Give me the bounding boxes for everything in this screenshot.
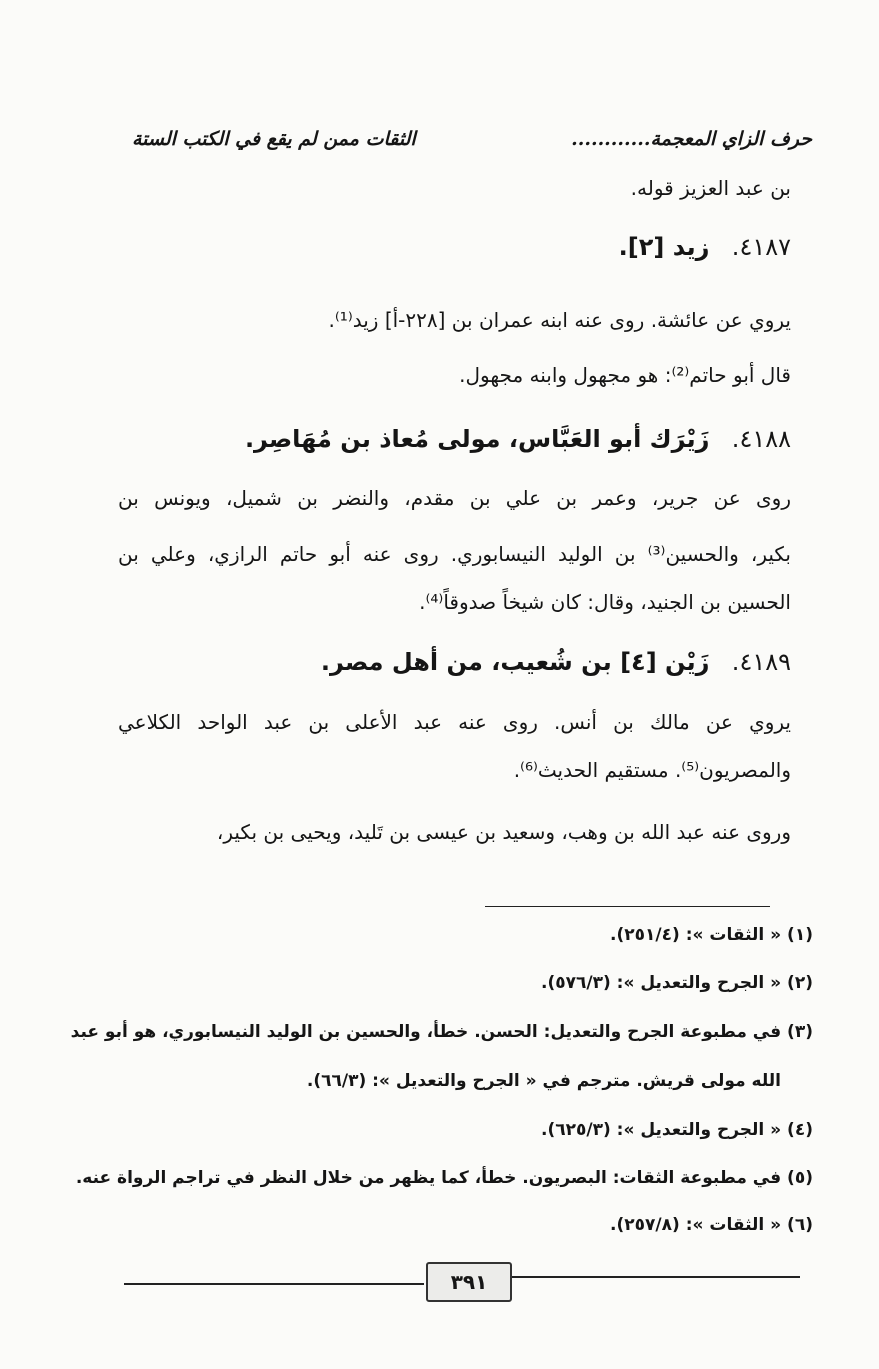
running-header xyxy=(132,112,812,151)
footnote-6: (٦) « الثقات »: (٢٥٧/٨). xyxy=(610,1215,813,1235)
footnote-4: (٤) « الجرح والتعديل »: (٦٢٥/٣). xyxy=(541,1120,813,1140)
footnote-5: (٥) في مطبوعة الثقات: البصريون. خطأ، كما يظهر من خلال النظر في تراجم الرواة عنه. xyxy=(75,1168,813,1188)
entry-heading-4187 xyxy=(619,230,791,264)
footnote-3: (٣) في مطبوعة الجرح والتعديل: الحسن. خطأ، والحسين بن الوليد النيسابوري، هو أبو عبد xyxy=(70,1022,813,1042)
header-book-title: الثقات ممن لم يقع في الكتب الستة xyxy=(132,128,416,150)
footnote-1: (١) « الثقات »: (٢٥١/٤). xyxy=(610,925,813,945)
body-line: قال أبو حاتم⁽²⁾: هو مجهول وابنه مجهول. xyxy=(459,363,791,387)
entry-heading-4189 xyxy=(321,645,791,679)
page-number: ٣٩١ xyxy=(426,1262,512,1302)
body-line: روى عن جرير، وعمر بن علي بن مقدم، والنضر بن شميل، ويونس بن xyxy=(118,486,791,510)
body-line: والمصريون⁽⁵⁾. مستقيم الحديث⁽⁶⁾. xyxy=(513,758,791,782)
body-line: بكير، والحسين⁽³⁾ بن الوليد النيسابوري. روى عنه أبو حاتم الرازي، وعلي بن xyxy=(118,542,791,566)
entry-heading-4188 xyxy=(245,422,791,456)
footer-rule xyxy=(506,1276,800,1278)
body-line: الحسين بن الجنيد، وقال: كان شيخاً صدوقاً⁽⁴⁾. xyxy=(419,590,791,614)
footnote-3-continued: الله مولى قريش. مترجم في « الجرح والتعديل »: (٦٦/٣). xyxy=(306,1071,781,1091)
body-line: يروي عن مالك بن أنس. روى عنه عبد الأعلى بن عبد الواحد الكلاعي xyxy=(118,710,791,734)
entry-name: زَيْرَك أبو العَبَّاس، مولى مُعاذ بن مُهَاصِر. xyxy=(244,425,710,453)
footnote-separator xyxy=(485,906,770,907)
footnote-2: (٢) « الجرح والتعديل »: (٥٧٦/٣). xyxy=(541,973,813,993)
body-line: يروي عن عائشة. روى عنه ابنه عمران بن [٢٢٨-أ] زيد⁽¹⁾. xyxy=(328,308,791,332)
body-line: بن عبد العزيز قوله. xyxy=(630,176,791,200)
entry-name: زَيْن [٤] بن شُعيب، من أهل مصر. xyxy=(320,648,710,676)
entry-name: زيد [٢]. xyxy=(618,233,710,261)
body-line: وروى عنه عبد الله بن وهب، وسعيد بن عيسى بن تَليد، ويحيى بن بكير، xyxy=(216,820,791,844)
entry-number: ٤١٨٨. xyxy=(731,425,791,453)
footer-rule xyxy=(124,1283,424,1285)
entry-number: ٤١٨٧. xyxy=(731,233,791,261)
entry-number: ٤١٨٩. xyxy=(731,648,791,676)
header-chapter-title: حرف الزاي المعجمة............ xyxy=(571,128,812,150)
